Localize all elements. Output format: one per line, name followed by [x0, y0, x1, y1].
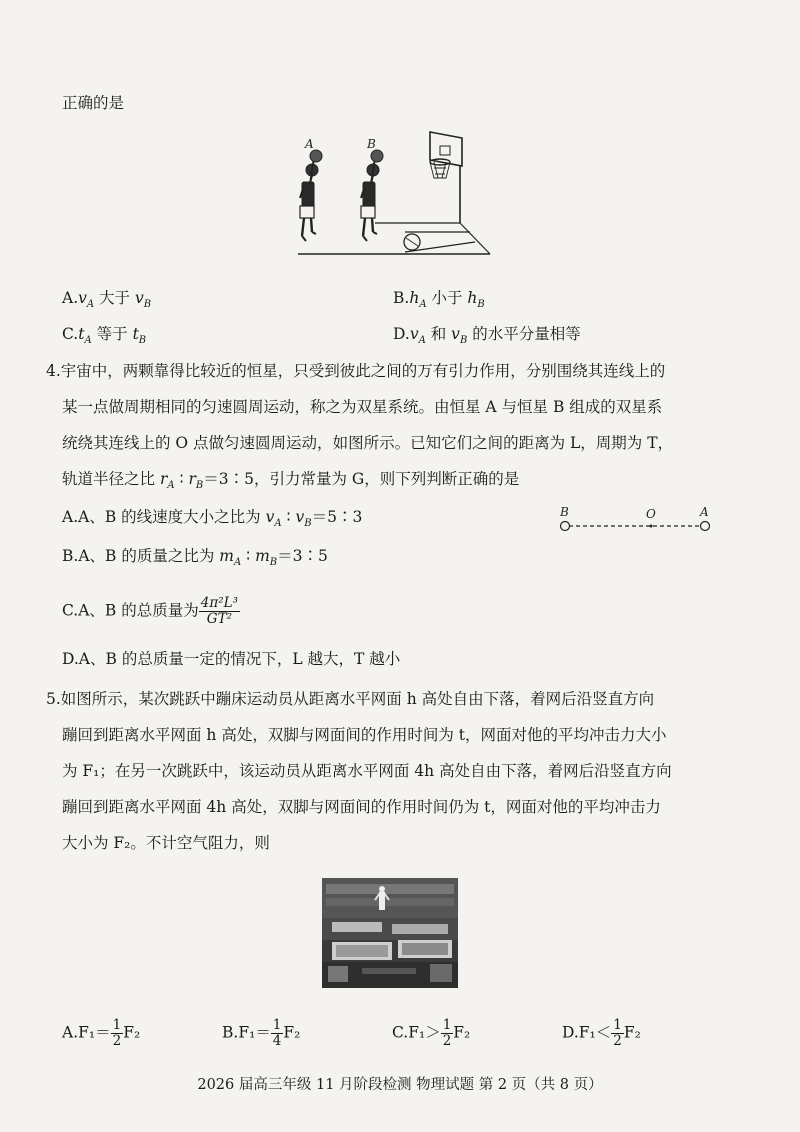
basketball-figure: [280, 128, 500, 270]
q4-stem-line-4: 轨道半径之比 $r_A$ ∶ $r_B=3∶5$，引力常量为 G，则下列判断正确的是: [62, 470, 520, 492]
player-b: [361, 158, 379, 241]
trampoline-photo: [322, 878, 458, 988]
binary-star-diagram: [555, 502, 715, 538]
player-a: [300, 158, 318, 241]
q5-stem-line-5: 大小为 F₂。不计空气阻力，则: [62, 834, 270, 852]
q3-option-d: $D.v_A$ 和 $v_B$ 的水平分量相等: [393, 325, 581, 347]
player-b-ball: [371, 150, 383, 162]
center-o: [650, 525, 653, 528]
q3-option-b: $B.h_A$ 小于 $h_B$: [393, 289, 485, 311]
star-b-label: B: [560, 505, 569, 519]
q4-stem-line-3: 统绕其连线上的 O 点做匀速圆周运动，如图所示。已知它们之间的距离为 L，周期为 T，: [62, 434, 674, 452]
player-a-label: A: [305, 137, 314, 151]
court-sideline-right: [460, 223, 490, 254]
q3-option-c: $C.t_A$ 等于 $t_B$: [62, 325, 147, 347]
player-b-label: B: [367, 137, 376, 151]
q3-stem-tail: 正确的是: [62, 94, 125, 112]
q4-option-b: B.A、B 的质量之比为 $m_A$ ∶ $m_B=3∶5$: [62, 547, 328, 569]
q4-option-c: C.A、B 的总质量为 $\frac{\text{4π²L³}}{\text{GT²}}$: [62, 595, 239, 627]
q5-option-a: A.F₁＝ $\frac{1}{2}$ F₂: [62, 1017, 141, 1049]
fraction-one-half: $\frac{1}{2}$: [442, 1017, 452, 1049]
q5-option-b: B.F₁＝ $\frac{1}{4}$ F₂: [222, 1017, 301, 1049]
q4-stem-line-2: 某一点做周期相同的匀速圆周运动，称之为双星系统。由恒星 A 与恒星 B 组成的双星系: [62, 398, 663, 416]
player-a-ball: [310, 150, 322, 162]
q3-option-a: $A.v_A$ 大于 $v_B$: [62, 289, 152, 311]
fraction-one-half: $\frac{1}{2}$: [112, 1017, 122, 1049]
fraction-one-half: $\frac{1}{2}$: [613, 1017, 622, 1049]
q5-stem-line-1: 5.如图所示，某次跳跃中蹦床运动员从距离水平网面 h 高处自由下落，着网后沿竖直方向: [46, 690, 655, 708]
q5-option-d: D.F₁＜ $\frac{1}{2}$ F₂: [562, 1017, 641, 1049]
center-o-label: O: [646, 507, 656, 521]
q4-option-a: A.A、B 的线速度大小之比为 $v_A$ ∶ $v_B=5∶3$: [62, 508, 363, 530]
q5-stem-line-4: 蹦回到距离水平网面 4h 高处，双脚与网面间的作用时间仍为 t，网面对他的平均冲击力: [62, 798, 661, 816]
q5-stem-line-2: 蹦回到距离水平网面 h 高处，双脚与网面间的作用时间为 t，网面对他的平均冲击力大小: [62, 726, 667, 744]
backboard: [430, 132, 462, 166]
star-a: [701, 522, 710, 531]
total-mass-fraction: $\frac{\text{4π²L³}}{\text{GT²}}$: [200, 595, 239, 627]
q4-option-d: D.A、B 的总质量一定的情况下，L 越大，T 越小: [62, 650, 401, 668]
star-b: [561, 522, 570, 531]
q4-stem-line-1: 4.宇宙中，两颗靠得比较近的恒星，只受到彼此之间的万有引力作用，分别围绕其连线上的: [46, 362, 666, 380]
page-footer: 2026 届高三年级 11 月阶段检测 物理试题 第 2 页（共 8 页）: [197, 1077, 603, 1093]
star-a-label: A: [700, 505, 709, 519]
q5-stem-line-3: 为 F₁；在另一次跳跃中，该运动员从距离水平网面 4h 高处自由下落，着网后沿竖直方向: [62, 762, 672, 780]
q5-option-c: C.F₁＞ $\frac{1}{2}$ F₂: [392, 1017, 471, 1049]
fraction-one-quarter: $\frac{1}{4}$: [272, 1017, 282, 1049]
